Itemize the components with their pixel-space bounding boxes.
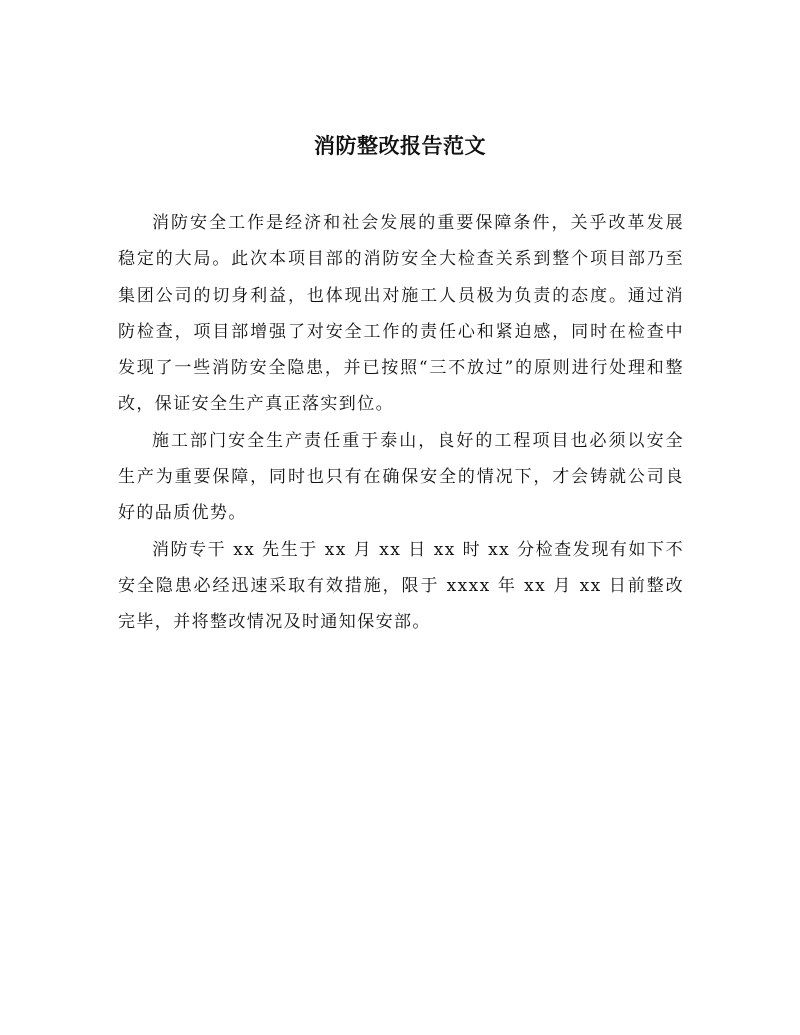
paragraph-3: 消防专干 xx 先生于 xx 月 xx 日 xx 时 xx 分检查发现有如下不安全隐患必经迅速采取有效措施，限于 xxxx 年 xx 月 xx 日前整改完毕，并将整改情况及时通知保安部。 xyxy=(118,539,684,633)
paragraph-1: 消防安全工作是经济和社会发展的重要保障条件，关乎改革发展稳定的大局。此次本项目部的消防安全大检查关系到整个项目部乃至集团公司的切身利益，也体现出对施工人员极为负责的态度。通过消防检查，项目部增强了对安全工作的责任心和紧迫感，同时在检查中发现了一些消防安全隐患，并已按照“三不放过”的原则进行处理和整改，保证安全生产真正落实到位。 xyxy=(118,213,684,415)
paragraph-2: 施工部门安全生产责任重于泰山，良好的工程项目也必须以安全生产为重要保障，同时也只有在确保安全的情况下，才会铸就公司良好的品质优势。 xyxy=(118,430,684,524)
document-body xyxy=(118,205,684,641)
document-title: 消防整改报告范文 xyxy=(314,133,486,158)
